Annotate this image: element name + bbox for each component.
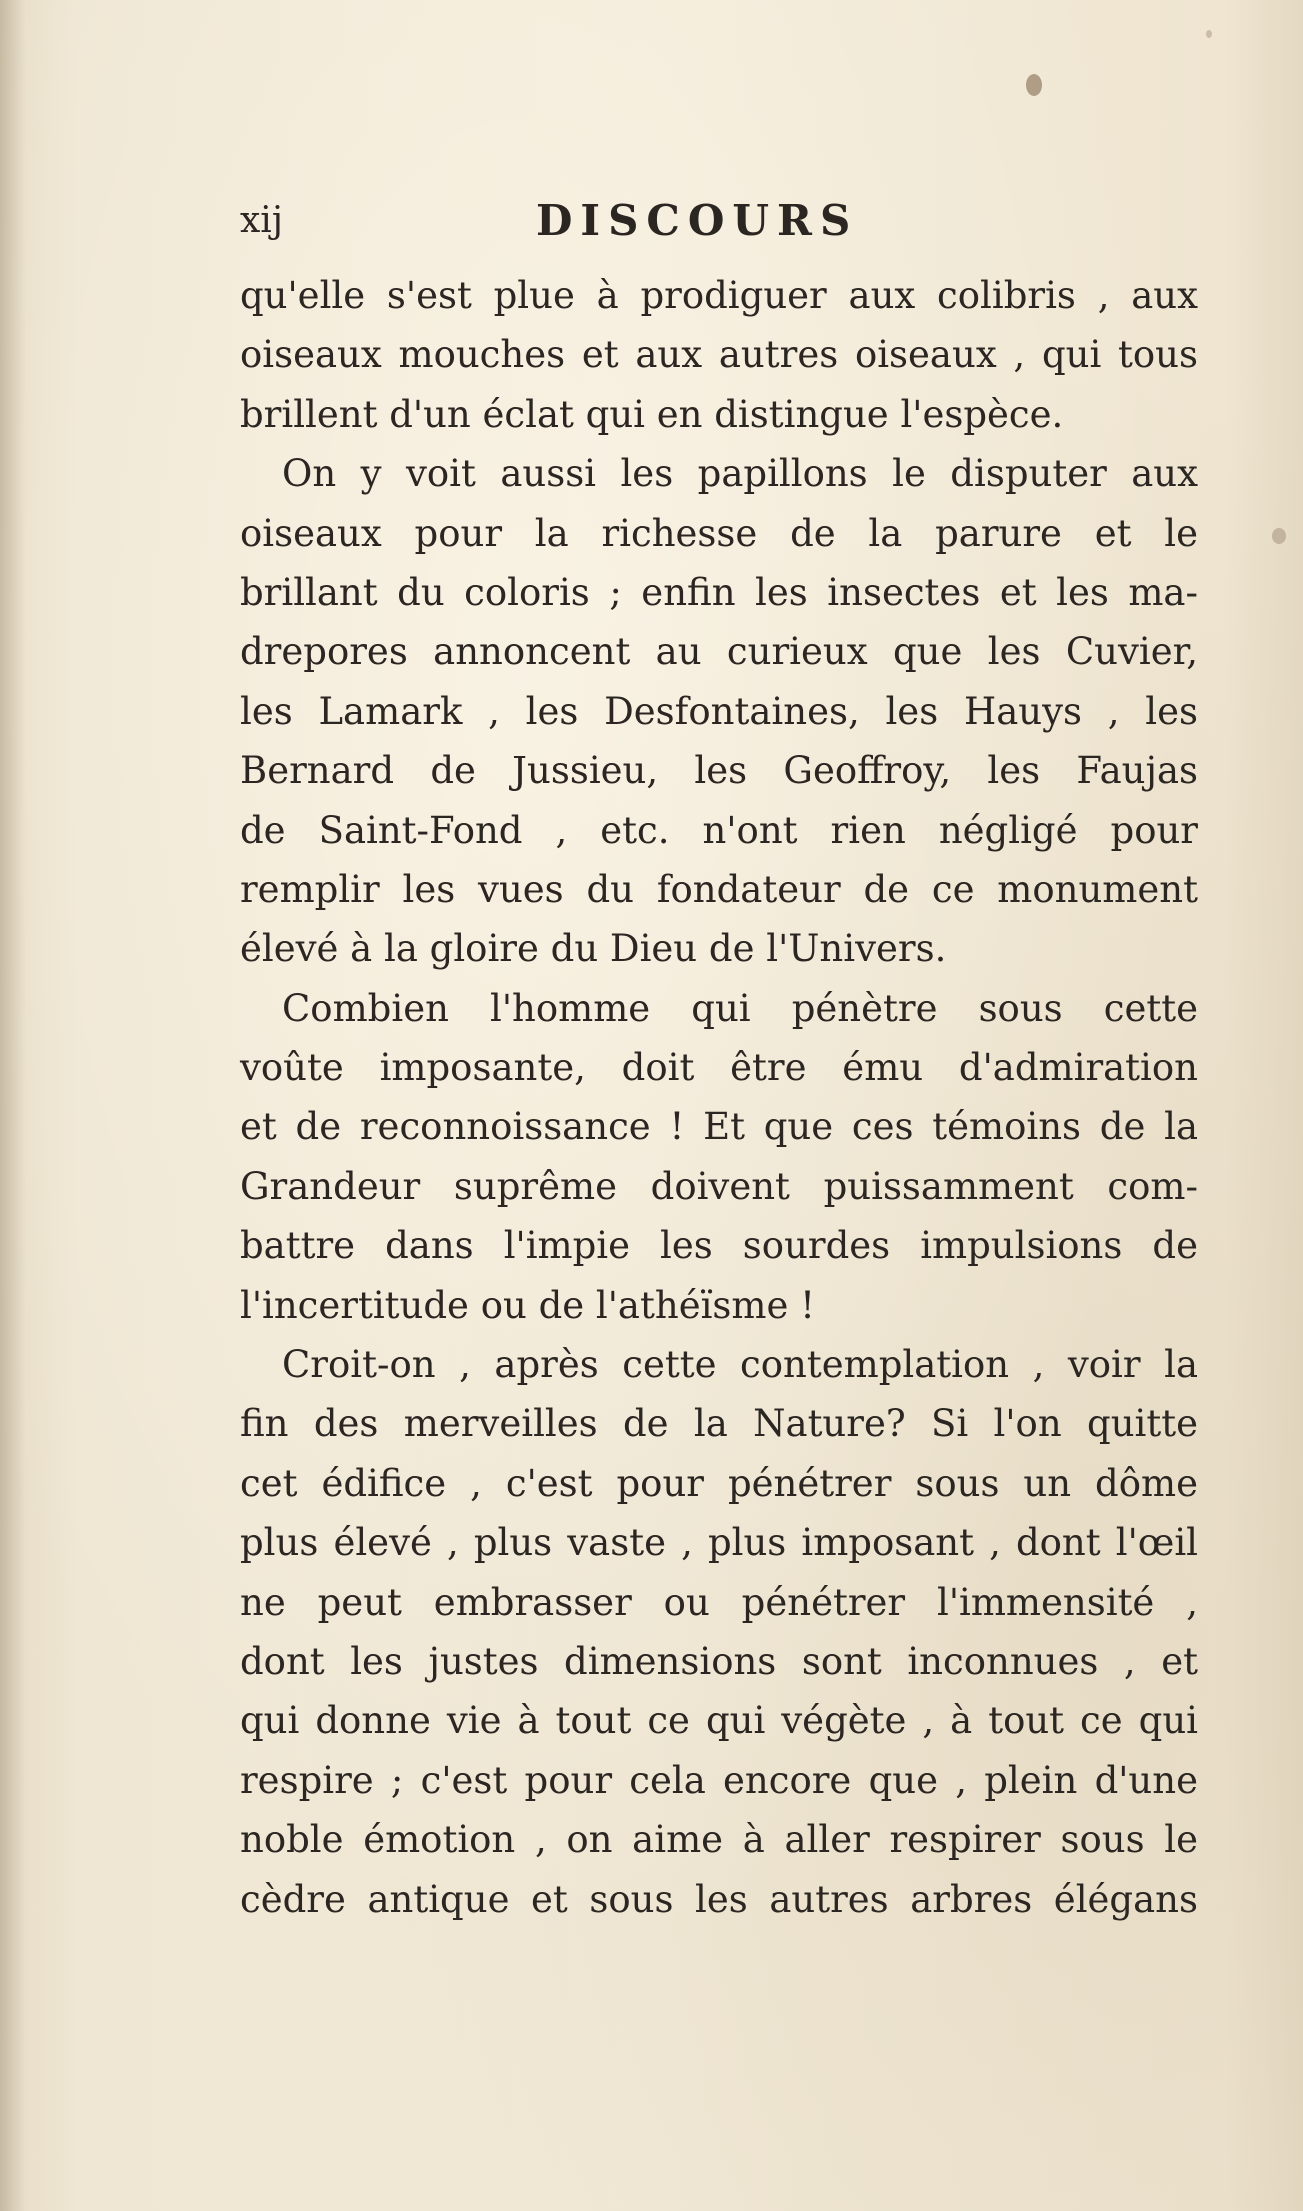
text-line: Bernard de Jussieu, les Geoffroy, les Faujas — [240, 749, 1198, 793]
foxing-spot — [1272, 528, 1286, 544]
text-line: oiseaux mouches et aux autres oiseaux , qui tous — [240, 333, 1198, 377]
page-header — [240, 196, 1200, 246]
text-line: et de reconnoissance ! Et que ces témoins de la — [240, 1105, 1198, 1149]
page-number: xij — [240, 200, 283, 241]
foxing-spot — [1206, 30, 1212, 38]
text-line: remplir les vues du fondateur de ce monument — [240, 867, 1198, 911]
text-line: On y voit aussi les papillons le disputer aux — [282, 452, 1198, 496]
text-line: dont les justes dimensions sont inconnues , et — [240, 1639, 1198, 1683]
text-line: qui donne vie à tout ce qui végète , à tout ce qui — [240, 1699, 1198, 1743]
text-line: brillent d'un éclat qui en distingue l'espèce. — [240, 392, 1064, 436]
body-text — [240, 266, 1198, 1929]
foxing-spot — [1026, 74, 1042, 96]
text-line: voûte imposante, doit être ému d'admiration — [240, 1046, 1198, 1090]
text-line: drepores annoncent au curieux que les Cuvier, — [240, 630, 1198, 674]
text-line: l'incertitude ou de l'athéïsme ! — [240, 1283, 816, 1327]
text-line: fin des merveilles de la Nature? Si l'on quitte — [240, 1402, 1198, 1446]
text-line: Grandeur suprême doivent puissamment com- — [240, 1164, 1198, 1208]
text-line: de Saint-Fond , etc. n'ont rien négligé pour — [240, 808, 1198, 852]
text-line: plus élevé , plus vaste , plus imposant , dont l'œil — [240, 1521, 1198, 1565]
running-title: DISCOURS — [536, 196, 859, 245]
text-line: Combien l'homme qui pénètre sous cette — [282, 986, 1198, 1030]
text-line: brillant du coloris ; enfin les insectes et les ma- — [240, 570, 1198, 614]
text-line: cet édifice , c'est pour pénétrer sous un dôme — [240, 1461, 1198, 1505]
text-line: qu'elle s'est plue à prodiguer aux colibris , aux — [240, 274, 1198, 317]
text-line: ne peut embrasser ou pénétrer l'immensité , — [240, 1580, 1198, 1624]
text-line: cèdre antique et sous les autres arbres élégans — [240, 1877, 1198, 1921]
text-line: respire ; c'est pour cela encore que , plein d'une — [240, 1758, 1198, 1802]
spine-shadow — [0, 0, 26, 2211]
text-line: battre dans l'impie les sourdes impulsions de — [240, 1224, 1198, 1268]
text-line: noble émotion , on aime à aller respirer sous le — [240, 1818, 1198, 1862]
text-line: les Lamark , les Desfontaines, les Hauys , les — [240, 689, 1198, 733]
text-line: Croit-on , après cette contemplation , voir la — [282, 1343, 1198, 1387]
text-line: oiseaux pour la richesse de la parure et le — [240, 511, 1198, 555]
text-line: élevé à la gloire du Dieu de l'Univers. — [240, 927, 947, 971]
